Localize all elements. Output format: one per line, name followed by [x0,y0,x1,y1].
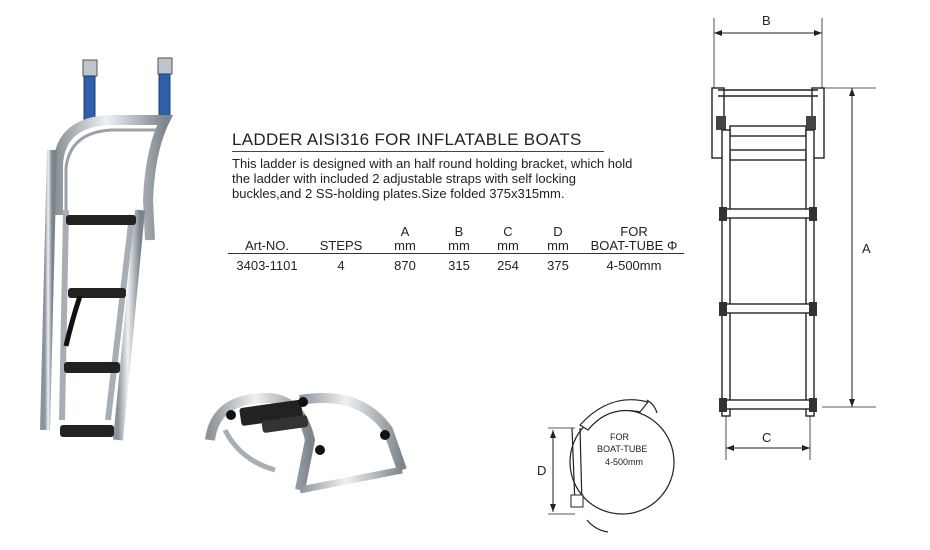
product-title: LADDER AISI316 FOR INFLATABLE BOATS [232,130,582,149]
dim-c-label: C [762,430,772,445]
tube-label-1: FOR [610,432,629,442]
header-for: FOR BOAT-TUBE Φ [590,224,678,253]
dim-a-label: A [862,241,871,256]
product-description: This ladder is designed with an half round holding bracket, which hold the ladder with included 2 adjustable straps with self locking buckles,and 2 SS-holding plates.Size folded 375x315mm. [232,156,633,201]
dim-d-label: D [537,463,547,478]
cell-for: 4-500mm [606,257,662,273]
header-steps: STEPS [319,238,363,253]
header-c: C mm [497,224,519,253]
cell-a: 870 [394,257,416,273]
cell-art: 3403-1101 [236,257,298,273]
cell-steps: 4 [337,257,345,273]
header-d: D mm [547,224,569,253]
cell-b: 315 [448,257,470,273]
dim-b-label: B [762,13,771,28]
tube-label-3: 4-500mm [605,457,644,467]
cell-d: 375 [547,257,569,273]
cell-c: 254 [497,257,519,273]
header-art: Art-NO. [244,238,290,253]
header-b: B mm [448,224,470,253]
header-a: A mm [394,224,416,253]
tube-label-2: BOAT-TUBE [597,444,648,454]
